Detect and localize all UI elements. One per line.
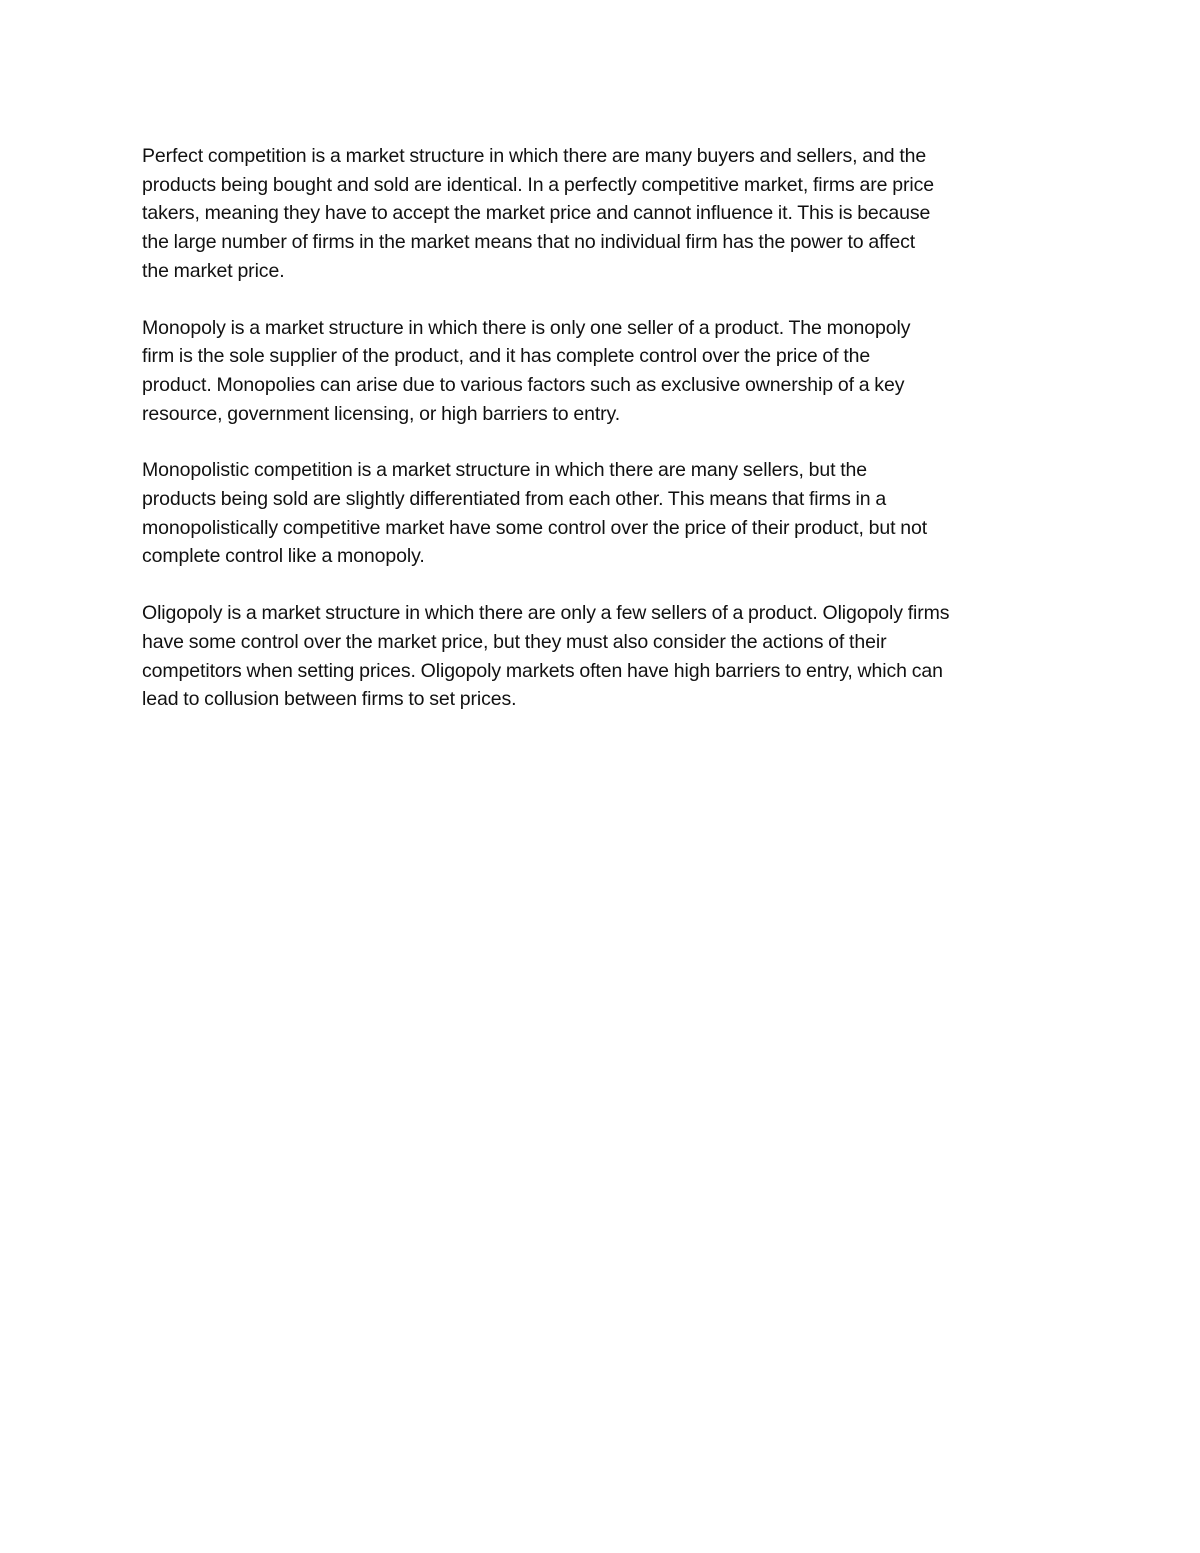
text-line: Perfect competition is a market structure in which there are many buyers and sellers, and the	[142, 145, 927, 167]
text-line: Monopolistic competition is a market structure in which there are many sellers, but the	[142, 459, 868, 482]
text-line: complete control like a monopoly.	[142, 545, 425, 568]
text-line: Monopoly is a market structure in which there is only one seller of a product. The monopoly	[142, 316, 911, 339]
text-line: monopolistically competitive market have some control over the price of their product, but not	[142, 516, 928, 539]
text-line: lead to collusion between firms to set prices.	[142, 688, 517, 711]
text-line: products being sold are slightly differentiated from each other. This means that firms in a	[142, 488, 887, 511]
text-line: takers, meaning they have to accept the market price and cannot influence it. This is because	[142, 202, 931, 225]
text-line: the large number of firms in the market means that no individual firm has the power to affect	[142, 231, 916, 254]
paragraph-perfect-competition	[142, 142, 1067, 286]
document-body	[142, 142, 1067, 742]
text-line: resource, government licensing, or high barriers to entry.	[142, 402, 621, 425]
paragraph-monopoly	[142, 314, 1067, 429]
text-line: firm is the sole supplier of the product, and it has complete control over the price of the	[142, 345, 871, 368]
text-line: have some control over the market price, but they must also consider the actions of their	[142, 630, 887, 653]
paragraph-monopolistic-competition	[142, 456, 1067, 571]
text-line: product. Monopolies can arise due to various factors such as exclusive ownership of a key	[142, 373, 905, 396]
paragraph-oligopoly	[142, 599, 1067, 714]
text-line: the market price.	[142, 259, 285, 282]
text-line: competitors when setting prices. Oligopoly markets often have high barriers to entry, which can	[142, 659, 943, 682]
text-line: Oligopoly is a market structure in which there are only a few sellers of a product. Oligopoly firms	[142, 602, 950, 625]
text-line: products being bought and sold are identical. In a perfectly competitive market, firms are price	[142, 173, 934, 196]
